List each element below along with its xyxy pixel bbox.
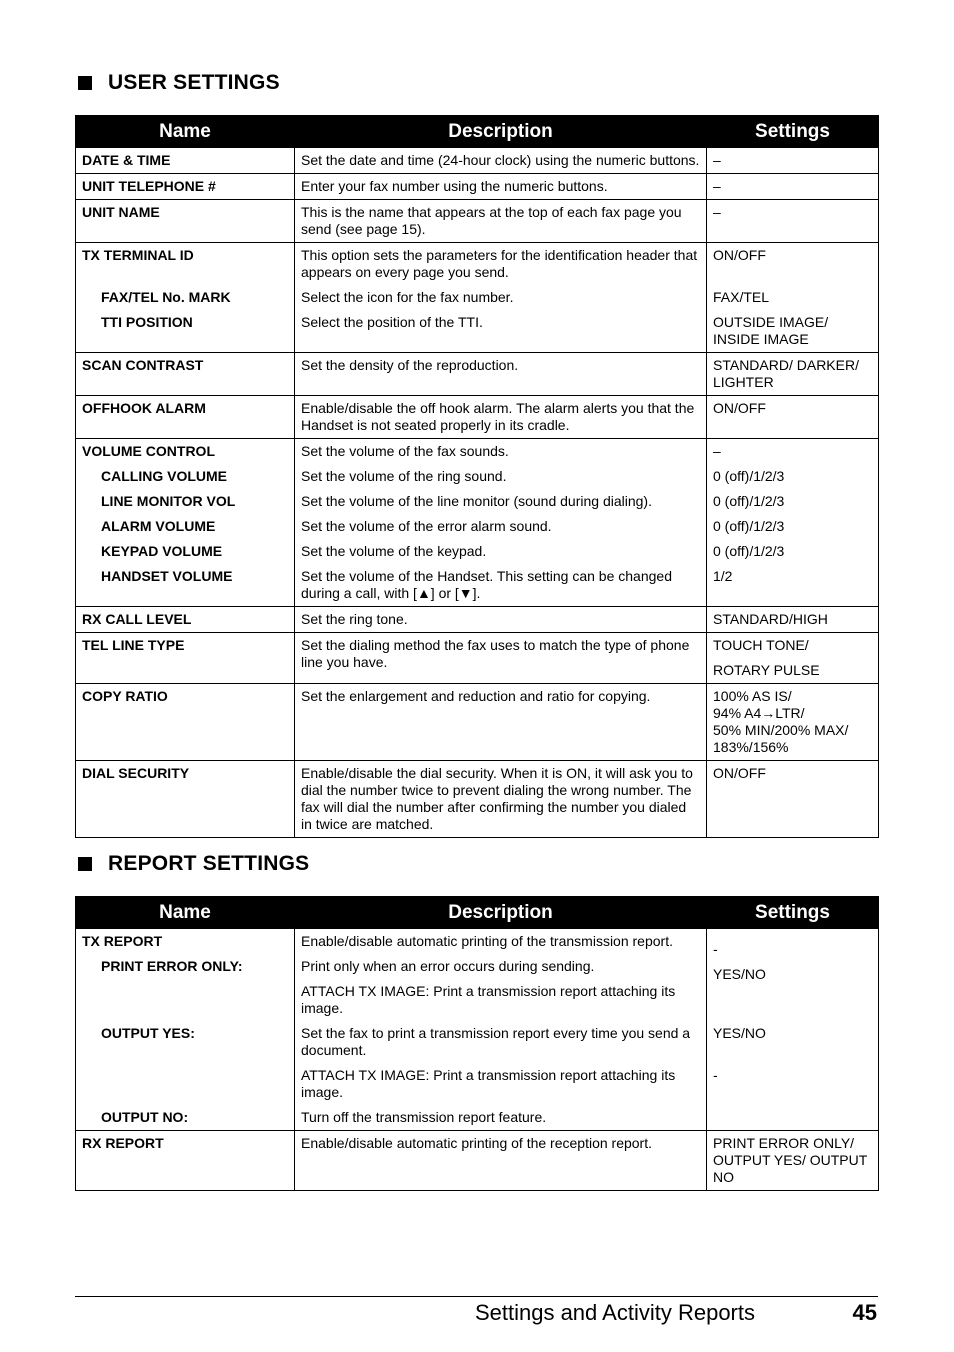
- cell-line: CALLING VOLUME: [101, 468, 227, 484]
- user-settings-heading: [78, 71, 280, 95]
- table-row: [76, 243, 879, 353]
- cell-line: TOUCH TONE/: [713, 637, 809, 653]
- cell-line: Enter your fax number using the numeric buttons.: [301, 178, 608, 194]
- table-row: [76, 929, 879, 1131]
- description-cell: [295, 1131, 707, 1191]
- cell-line: Set the volume of the keypad.: [301, 543, 487, 559]
- section-title: USER SETTINGS: [108, 71, 280, 94]
- cell-line: KEYPAD VOLUME: [101, 543, 223, 559]
- cell-line: FAX/TEL No. MARK: [101, 289, 231, 305]
- table-row: [76, 353, 879, 396]
- table-row: [76, 439, 879, 607]
- cell-line: 50% MIN/200% MAX/ 183%/156%: [713, 722, 849, 755]
- cell-line: –: [713, 178, 721, 194]
- cell-line: 0 (off)/1/2/3: [713, 468, 785, 484]
- cell-line: PRINT ERROR ONLY:: [101, 958, 243, 974]
- cell-line: Turn off the transmission report feature.: [301, 1109, 547, 1125]
- header-settings: Settings: [707, 116, 879, 148]
- table-header-row: [76, 116, 879, 148]
- cell-line: Enable/disable the off hook alarm. The alarm alerts you that the Handset is not seated properly in its cradle.: [301, 400, 695, 433]
- square-bullet-icon: [78, 857, 92, 871]
- description-cell: [295, 396, 707, 439]
- settings-cell: [707, 243, 879, 353]
- cell-line: YES/NO: [713, 1025, 766, 1041]
- cell-line: STANDARD/HIGH: [713, 611, 828, 627]
- cell-line: UNIT NAME: [82, 204, 160, 220]
- settings-cell: [707, 929, 879, 1131]
- cell-line: LINE MONITOR VOL: [101, 493, 236, 509]
- name-cell: [76, 396, 295, 439]
- description-cell: [295, 200, 707, 243]
- cell-line: Enable/disable the dial security. When it is ON, it will ask you to dial the number twice to prevent dialing the wrong number. The fax will dial the number after confirming the number you dialed in twice are matched.: [301, 765, 693, 832]
- cell-line: –: [713, 443, 721, 459]
- cell-line: ON/OFF: [713, 765, 766, 781]
- header-settings: Settings: [707, 897, 879, 929]
- description-cell: [295, 607, 707, 633]
- table-row: [76, 684, 879, 761]
- description-cell: [295, 353, 707, 396]
- table-row: [76, 396, 879, 439]
- cell-line: ON/OFF: [713, 247, 766, 263]
- table-row: [76, 200, 879, 243]
- cell-line: TTI POSITION: [101, 314, 193, 330]
- table-row: [76, 148, 879, 174]
- cell-line: Set the enlargement and reduction and ratio for copying.: [301, 688, 651, 704]
- cell-line: DATE & TIME: [82, 152, 171, 168]
- cell-line: -: [713, 941, 718, 957]
- cell-line: Set the density of the reproduction.: [301, 357, 519, 373]
- cell-line: ROTARY PULSE: [713, 662, 820, 678]
- cell-line: Set the date and time (24-hour clock) using the numeric buttons.: [301, 152, 700, 168]
- cell-line: Set the fax to print a transmission report every time you send a document.: [301, 1025, 691, 1058]
- cell-line: Set the ring tone.: [301, 611, 408, 627]
- description-cell: [295, 174, 707, 200]
- description-cell: [295, 929, 707, 1131]
- cell-line: Enable/disable automatic printing of the transmission report.: [301, 933, 673, 949]
- description-cell: [295, 684, 707, 761]
- cell-line: This option sets the parameters for the identification header that appears on every page you send.: [301, 247, 698, 280]
- cell-line: -: [713, 1067, 718, 1083]
- name-cell: [76, 607, 295, 633]
- header-description: Description: [295, 116, 707, 148]
- name-cell: [76, 243, 295, 353]
- cell-line: ALARM VOLUME: [101, 518, 216, 534]
- settings-cell: [707, 761, 879, 838]
- cell-line: 0 (off)/1/2/3: [713, 543, 785, 559]
- cell-line: ON/OFF: [713, 400, 766, 416]
- table-row: [76, 174, 879, 200]
- table-row: [76, 1131, 879, 1191]
- header-name: Name: [76, 897, 295, 929]
- settings-cell: [707, 1131, 879, 1191]
- table-row: [76, 607, 879, 633]
- report-settings-table: [75, 896, 879, 1191]
- cell-line: Set the dialing method the fax uses to match the type of phone line you have.: [301, 637, 690, 670]
- page-number: 45: [852, 1300, 877, 1325]
- cell-line: Select the icon for the fax number.: [301, 289, 514, 305]
- cell-line: Set the volume of the line monitor (sound during dialing).: [301, 493, 652, 509]
- cell-line: –: [713, 204, 721, 220]
- cell-line: FAX/TEL: [713, 289, 770, 305]
- cell-line: 100% AS IS/: [713, 688, 792, 704]
- cell-line: Set the volume of the fax sounds.: [301, 443, 509, 459]
- description-cell: [295, 761, 707, 838]
- cell-line: Set the volume of the Handset. This setting can be changed during a call, with [▲] or [▼].: [301, 568, 672, 601]
- settings-cell: [707, 148, 879, 174]
- cell-line: 0 (off)/1/2/3: [713, 518, 785, 534]
- name-cell: [76, 200, 295, 243]
- name-cell: [76, 148, 295, 174]
- settings-cell: [707, 607, 879, 633]
- name-cell: [76, 439, 295, 607]
- name-cell: [76, 684, 295, 761]
- cell-line: 0 (off)/1/2/3: [713, 493, 785, 509]
- cell-line: VOLUME CONTROL: [82, 443, 215, 459]
- description-cell: [295, 633, 707, 684]
- user-settings-table: [75, 115, 879, 838]
- name-cell: [76, 761, 295, 838]
- cell-line: OUTPUT YES:: [101, 1025, 195, 1041]
- cell-line: Enable/disable automatic printing of the reception report.: [301, 1135, 652, 1151]
- cell-line: OUTSIDE IMAGE/ INSIDE IMAGE: [713, 314, 829, 347]
- settings-cell: [707, 200, 879, 243]
- table-header-row: [76, 897, 879, 929]
- description-cell: [295, 148, 707, 174]
- settings-cell: [707, 353, 879, 396]
- name-cell: [76, 1131, 295, 1191]
- cell-line: YES/NO: [713, 966, 766, 982]
- table-body: [76, 929, 879, 1191]
- cell-line: This is the name that appears at the top of each fax page you send (see page 15).: [301, 204, 682, 237]
- cell-line: TEL LINE TYPE: [82, 637, 185, 653]
- square-bullet-icon: [78, 76, 92, 90]
- cell-line: TX REPORT: [82, 933, 163, 949]
- header-name: Name: [76, 116, 295, 148]
- settings-cell: [707, 396, 879, 439]
- cell-line: SCAN CONTRAST: [82, 357, 204, 373]
- header-description: Description: [295, 897, 707, 929]
- settings-cell: [707, 684, 879, 761]
- cell-line: PRINT ERROR ONLY/ OUTPUT YES/ OUTPUT NO: [713, 1135, 868, 1185]
- name-cell: [76, 353, 295, 396]
- description-cell: [295, 439, 707, 607]
- footer-title: Settings and Activity Reports: [474, 1300, 755, 1325]
- name-cell: [76, 633, 295, 684]
- cell-line: Set the volume of the error alarm sound.: [301, 518, 552, 534]
- cell-line: UNIT TELEPHONE #: [82, 178, 216, 194]
- cell-line: OUTPUT NO:: [101, 1109, 189, 1125]
- table-body: [76, 148, 879, 838]
- settings-cell: [707, 633, 879, 684]
- cell-line: HANDSET VOLUME: [101, 568, 233, 584]
- settings-cell: [707, 174, 879, 200]
- cell-line: ATTACH TX IMAGE: Print a transmission report attaching its image.: [301, 1067, 676, 1100]
- cell-line: –: [713, 152, 721, 168]
- name-cell: [76, 174, 295, 200]
- cell-line: DIAL SECURITY: [82, 765, 190, 781]
- cell-line: Set the volume of the ring sound.: [301, 468, 507, 484]
- settings-cell: [707, 439, 879, 607]
- report-settings-heading: [78, 852, 309, 876]
- cell-line: Select the position of the TTI.: [301, 314, 483, 330]
- cell-line: OFFHOOK ALARM: [82, 400, 206, 416]
- cell-line: Print only when an error occurs during sending.: [301, 958, 595, 974]
- cell-line: 94% A4→LTR/: [713, 705, 805, 721]
- cell-line: 1/2: [713, 568, 733, 584]
- cell-line: STANDARD/ DARKER/ LIGHTER: [713, 357, 859, 390]
- cell-line: RX CALL LEVEL: [82, 611, 192, 627]
- description-cell: [295, 243, 707, 353]
- cell-line: RX REPORT: [82, 1135, 164, 1151]
- cell-line: TX TERMINAL ID: [82, 247, 194, 263]
- section-title: REPORT SETTINGS: [108, 852, 310, 875]
- footer-rule: [75, 1296, 878, 1297]
- table-row: [76, 633, 879, 684]
- cell-line: ATTACH TX IMAGE: Print a transmission report attaching its image.: [301, 983, 676, 1016]
- name-cell: [76, 929, 295, 1131]
- table-row: [76, 761, 879, 838]
- cell-line: COPY RATIO: [82, 688, 168, 704]
